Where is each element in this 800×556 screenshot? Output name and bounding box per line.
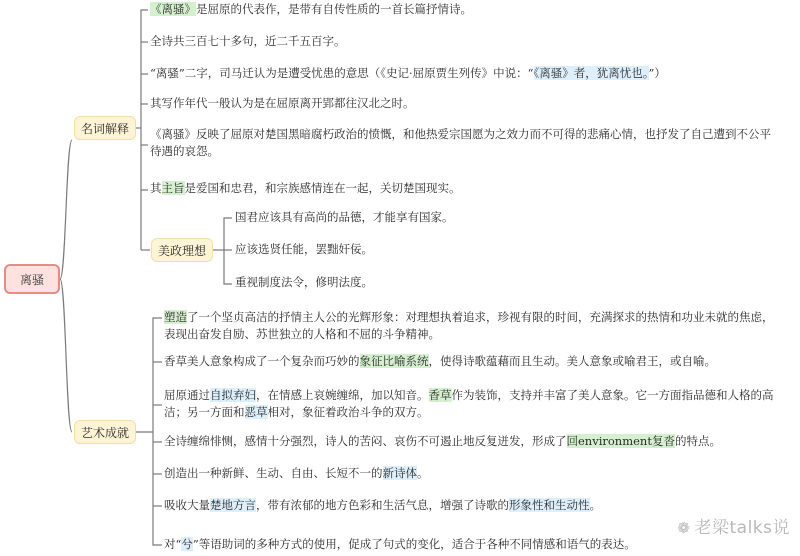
leaf-text: 国君应该具有高尚的品德，才能享有国家。 [235, 210, 454, 224]
leaf-text: 香草美人意象构成了一个复杂而巧妙的 [164, 354, 360, 368]
leaf-text: 屈原通过 [164, 388, 210, 402]
wechat-icon: ❁ [677, 519, 691, 537]
leaf-yishu-1[interactable] [164, 309, 779, 343]
root-node[interactable] [4, 264, 60, 294]
leaf-text: 应该选贤任能，罢黜奸佞。 [235, 242, 373, 256]
leaf-text: 是爱国和忠君，和宗族感情连在一起，关切楚国现实。 [184, 181, 461, 195]
leaf-yishu-4[interactable] [164, 433, 721, 450]
highlight-text: 《离骚》 [150, 2, 196, 16]
leaf-yishu-3[interactable] [164, 387, 779, 421]
leaf-text: 是屈原的代表作，是带有自传性质的一首长篇抒情诗。 [196, 2, 472, 16]
leaf-yishu-5[interactable] [164, 465, 429, 482]
leaf-text: 《离骚》反映了屈原对楚国黑暗腐朽政治的愤慨，和他热爱宗国愿为之效力而不可得的悲痛心情，也抒发了自己遭到不公平待遇的哀怨。 [150, 127, 771, 158]
highlight-text: 楚地方言 [210, 498, 256, 512]
highlight-text: 《离骚》者，犹离忧也。 [533, 66, 649, 80]
leaf-mingci-2[interactable] [150, 33, 346, 50]
leaf-meizheng-2[interactable] [235, 241, 373, 258]
leaf-text: 。 [589, 498, 601, 512]
branch-label: 名词解释 [81, 121, 130, 136]
root-label: 离骚 [19, 272, 44, 287]
branch-mingci-jieshi[interactable] [74, 116, 136, 140]
leaf-mingci-1[interactable] [150, 1, 472, 18]
highlight-text: 新诗体 [382, 466, 417, 480]
leaf-text: 其写作年代一般认为是在屈原离开郢都往汉北之时。 [150, 96, 415, 110]
leaf-text: ，带有浓郁的地方色彩和生活气息，增强了诗歌的 [256, 498, 509, 512]
leaf-text: ”等语助词的多种方式的使用，促成了句式的变化，适合于各种不同情感和语气的表达。 [192, 537, 636, 551]
leaf-mingci-4[interactable] [150, 95, 415, 112]
leaf-mingci-5[interactable] [150, 126, 780, 160]
branch-yishu-chengjiu[interactable] [74, 420, 136, 444]
leaf-text: 的特点。 [674, 434, 721, 448]
branch-label: 美政理想 [158, 243, 207, 258]
highlight-text: 自拟弃妇 [210, 388, 256, 402]
leaf-meizheng-3[interactable] [235, 274, 373, 291]
leaf-text: 对“ [164, 537, 182, 551]
highlight-text: 形象性和生动性 [509, 498, 590, 512]
leaf-text: 。 [417, 466, 429, 480]
watermark-text: 老梁talks说 [694, 518, 790, 538]
leaf-mingci-6[interactable] [150, 180, 461, 197]
leaf-text: 了一个坚贞高洁的抒情主人公的光辉形象：对理想执着追求，珍视有限的时间，充满探求的热情和功业未就的焦虑，表现出奋发自励、苏世独立的人格和不屈的斗争精神。 [164, 310, 774, 341]
highlight-text: 象征比喻系统 [359, 354, 429, 368]
highlight-text: 兮 [181, 537, 193, 551]
highlight-text: 恶草 [244, 405, 268, 419]
highlight-text: 主旨 [161, 181, 185, 195]
highlight-text: 塑造 [164, 310, 187, 324]
leaf-text: 作为装饰，支持并丰富了美人意象。它一方面指品德和人格的高洁；另一方面和 [164, 388, 774, 419]
leaf-text: “离骚”二字，司马迁认为是遭受忧患的意思（《史记·屈原贾生列传》中说：“ [150, 66, 534, 80]
leaf-yishu-6[interactable] [164, 497, 601, 514]
highlight-text: 回environment复沓 [566, 434, 675, 448]
leaf-text: 相对，象征着政治斗争的双方。 [267, 405, 429, 419]
branch-meizheng-lixiang[interactable] [151, 238, 213, 262]
leaf-text: 重视制度法令，修明法度。 [235, 275, 373, 289]
highlight-text: 香草 [428, 388, 452, 402]
watermark [677, 513, 790, 538]
leaf-text: 创造出一种新鲜、生动、自由、长短不一的 [164, 466, 383, 480]
leaf-text: 全诗共三百七十多句，近二千五百字。 [150, 34, 346, 48]
branch-label: 艺术成就 [81, 425, 130, 440]
leaf-yishu-2[interactable] [164, 353, 716, 370]
leaf-text: ，使得诗歌蕴藉而且生动。美人意象或喻君王，或自喻。 [428, 354, 716, 368]
leaf-text: 吸收大量 [164, 498, 210, 512]
leaf-text: ，在情感上哀婉缠绵，加以知音。 [256, 388, 429, 402]
leaf-text: ”） [648, 66, 666, 80]
leaf-mingci-3[interactable] [150, 65, 666, 82]
leaf-text: 其 [150, 181, 162, 195]
leaf-text: 全诗缠绵悱恻，感情十分强烈，诗人的苦闷、哀伤不可遏止地反复迸发，形成了 [164, 434, 567, 448]
leaf-yishu-7[interactable] [164, 536, 636, 553]
leaf-meizheng-1[interactable] [235, 209, 454, 226]
